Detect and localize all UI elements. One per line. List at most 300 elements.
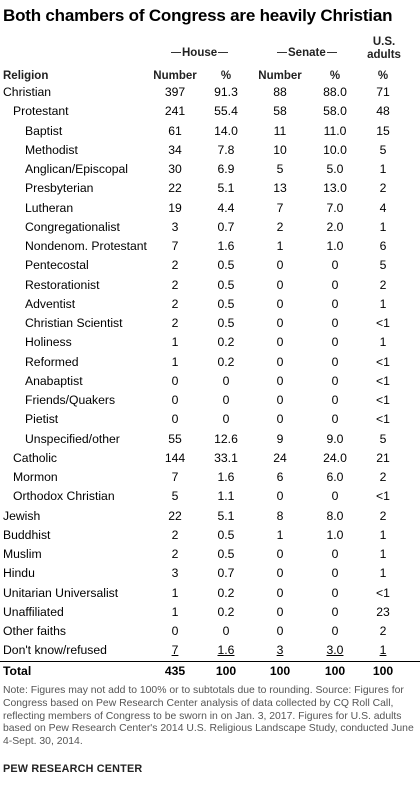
house-number-value: 7 — [171, 239, 179, 253]
row-label: Christian — [3, 85, 52, 99]
row-label: Protestant — [13, 104, 69, 119]
senate-number-value: 0 — [276, 585, 284, 600]
adults-pct-value: 1 — [379, 162, 387, 176]
adults-pct-cell — [353, 509, 413, 523]
adults-pct-cell — [353, 624, 413, 638]
senate-number-header: Number — [258, 70, 302, 82]
adults-pct-value: 2 — [379, 624, 387, 638]
senate-pct-value: 0 — [331, 566, 339, 581]
house-number-value: 2 — [171, 258, 179, 273]
house-pct-value: 14.0 — [214, 123, 238, 138]
house-number-value: 2 — [171, 277, 179, 292]
house-pct-cell — [196, 489, 256, 503]
house-number-value: 22 — [168, 508, 182, 523]
adults-pct-cell — [353, 278, 413, 292]
table-row — [0, 160, 420, 179]
senate-number-value: 0 — [276, 566, 284, 581]
senate-pct-value: 1.0 — [326, 239, 344, 253]
house-pct-cell — [196, 470, 256, 484]
senate-number-value: 0 — [276, 547, 284, 561]
house-pct-cell — [196, 451, 256, 465]
house-number-value: 19 — [168, 200, 182, 215]
house-pct-cell — [196, 432, 256, 446]
house-number-value: 22 — [168, 181, 182, 196]
religion-table — [0, 83, 420, 681]
senate-number-cell — [250, 181, 310, 195]
house-pct-cell — [196, 316, 256, 330]
adults-pct-cell — [353, 451, 413, 465]
house-pct-cell — [196, 643, 256, 657]
house-number-value: 5 — [171, 489, 179, 504]
senate-pct-value: 6.0 — [326, 470, 344, 484]
house-pct-value: 0.5 — [217, 527, 235, 542]
table-row — [0, 603, 420, 622]
senate-number-cell — [250, 85, 310, 99]
table-row — [0, 102, 420, 121]
row-label: Unitarian Universalist — [3, 585, 119, 600]
senate-number-value: 8 — [276, 508, 284, 523]
adults-pct-value: <1 — [376, 373, 390, 388]
adults-pct-value: <1 — [376, 585, 390, 600]
adults-pct-value: 15 — [376, 123, 390, 138]
house-pct-cell — [196, 201, 256, 215]
house-number-value: 1 — [171, 604, 179, 619]
senate-pct-value: 2.0 — [326, 219, 344, 234]
senate-number-value: 0 — [276, 412, 284, 427]
senate-number-cell — [250, 201, 310, 215]
senate-number-value: 100 — [269, 663, 291, 678]
senate-number-cell — [250, 143, 310, 157]
table-row — [0, 507, 420, 526]
house-pct-value: 0 — [222, 393, 230, 407]
senate-number-cell — [250, 412, 310, 426]
row-label: Adventist — [25, 296, 76, 311]
senate-number-cell — [250, 509, 310, 523]
senate-pct-value: 0 — [331, 335, 339, 350]
table-row — [0, 391, 420, 410]
house-pct-cell — [196, 355, 256, 369]
row-label: Presbyterian — [25, 181, 94, 196]
table-row — [0, 468, 420, 487]
table-row — [0, 199, 420, 218]
adults-pct-cell — [353, 412, 413, 426]
senate-pct-value: 0 — [331, 624, 339, 638]
adults-pct-cell — [353, 547, 413, 561]
senate-pct-value: 7.0 — [326, 200, 344, 215]
adults-pct-cell — [353, 239, 413, 253]
adults-pct-cell — [353, 201, 413, 215]
adults-pct-value: 5 — [379, 142, 387, 157]
house-number-value: 1 — [171, 354, 179, 369]
senate-number-value: 0 — [276, 354, 284, 369]
adults-pct-cell — [353, 104, 413, 118]
house-pct-cell — [196, 335, 256, 349]
senate-number-cell — [250, 374, 310, 388]
senate-pct-value: 11.0 — [323, 123, 347, 138]
senate-label: Senate — [288, 47, 326, 59]
house-pct-cell — [196, 239, 256, 253]
house-pct-value: 0.2 — [217, 354, 235, 369]
row-label: Pentecostal — [25, 258, 89, 273]
senate-number-value: 0 — [276, 489, 284, 504]
adults-pct-value: 5 — [379, 431, 387, 446]
senate-pct-value: 5.0 — [326, 162, 344, 176]
page-title: Both chambers of Congress are heavily Christian — [3, 6, 393, 25]
senate-number-value: 5 — [276, 162, 284, 176]
adults-pct-value: 48 — [376, 104, 390, 119]
house-pct-cell — [196, 393, 256, 407]
house-pct-cell — [196, 509, 256, 523]
house-pct-value: 0.7 — [217, 219, 235, 234]
row-label: Catholic — [13, 450, 58, 465]
senate-pct-value: 100 — [324, 663, 346, 678]
house-pct-cell — [196, 297, 256, 311]
adults-pct-value: 1 — [379, 547, 387, 561]
senate-number-cell — [250, 316, 310, 330]
adults-pct-cell — [353, 355, 413, 369]
senate-number-value: 2 — [276, 219, 284, 234]
house-pct-cell — [196, 124, 256, 138]
adults-pct-cell — [353, 181, 413, 195]
senate-number-cell — [250, 664, 310, 678]
row-label: Total — [3, 663, 32, 678]
senate-number-cell — [250, 278, 310, 292]
house-pct-cell — [196, 85, 256, 99]
adults-pct-value: 1 — [379, 643, 387, 658]
row-label: Don't know/refused — [3, 643, 107, 658]
house-number-value: 0 — [171, 373, 179, 388]
table-row — [0, 641, 420, 661]
house-pct-value: 5.1 — [217, 181, 235, 196]
table-row — [0, 526, 420, 545]
row-label: Muslim — [3, 547, 42, 561]
senate-pct-value: 0 — [331, 393, 339, 407]
senate-number-value: 13 — [273, 181, 287, 196]
senate-number-cell — [250, 162, 310, 176]
adults-pct-cell — [353, 374, 413, 388]
senate-number-value: 0 — [276, 316, 284, 330]
senate-pct-value: 24.0 — [323, 450, 347, 465]
us-adults-header — [363, 36, 405, 62]
row-label: Congregationalist — [25, 219, 120, 234]
senate-number-value: 11 — [273, 123, 287, 138]
adults-pct-cell — [353, 85, 413, 99]
house-number-value: 0 — [171, 624, 179, 638]
senate-number-value: 3 — [276, 643, 284, 658]
row-label: Pietist — [25, 412, 59, 427]
table-row — [0, 449, 420, 468]
house-pct-cell — [196, 374, 256, 388]
table-row — [0, 218, 420, 237]
senate-number-value: 1 — [276, 527, 284, 542]
row-label: Friends/Quakers — [25, 393, 116, 407]
house-pct-value: 1.6 — [217, 470, 235, 484]
row-label: Anabaptist — [25, 373, 83, 388]
house-number-value: 1 — [171, 335, 179, 350]
house-pct-cell — [196, 412, 256, 426]
house-pct-value: 91.3 — [214, 85, 238, 99]
senate-group-header — [276, 47, 338, 59]
adults-pct-value: 6 — [379, 239, 387, 253]
row-label: Buddhist — [3, 527, 51, 542]
adults-pct-value: <1 — [376, 354, 390, 369]
adults-pct-value: 23 — [376, 604, 390, 619]
table-row — [0, 487, 420, 506]
house-pct-value: 0.2 — [217, 585, 235, 600]
senate-number-value: 9 — [276, 431, 284, 446]
house-pct-cell — [196, 528, 256, 542]
adults-pct-cell — [353, 432, 413, 446]
house-pct-value: 0.7 — [217, 566, 235, 581]
table-row — [0, 141, 420, 160]
senate-number-cell — [250, 586, 310, 600]
house-pct-cell — [196, 547, 256, 561]
senate-pct-value: 0 — [331, 316, 339, 330]
adults-pct-cell — [353, 643, 413, 657]
row-label: Hindu — [3, 566, 35, 581]
house-number-value: 2 — [171, 316, 179, 330]
house-number-value: 61 — [168, 123, 182, 138]
senate-pct-header: % — [329, 70, 341, 82]
adults-pct-cell — [353, 470, 413, 484]
house-number-value: 3 — [171, 219, 179, 234]
table-row — [0, 564, 420, 583]
senate-pct-value: 0 — [331, 489, 339, 504]
adults-pct-cell — [353, 258, 413, 272]
senate-number-cell — [250, 451, 310, 465]
row-label: Mormon — [13, 470, 58, 484]
house-pct-value: 0.5 — [217, 258, 235, 273]
senate-number-value: 0 — [276, 604, 284, 619]
senate-number-value: 7 — [276, 200, 284, 215]
house-number-value: 1 — [171, 585, 179, 600]
house-pct-cell — [196, 181, 256, 195]
adults-pct-value: 2 — [379, 508, 387, 523]
adults-pct-cell — [353, 566, 413, 580]
senate-number-cell — [250, 104, 310, 118]
house-number-value: 0 — [171, 393, 179, 407]
house-pct-header: % — [220, 70, 232, 82]
adults-pct-value: 100 — [372, 663, 394, 678]
house-number-value: 0 — [171, 412, 179, 427]
house-number-value: 2 — [171, 296, 179, 311]
house-label: House — [182, 47, 218, 59]
house-number-value: 3 — [171, 566, 179, 581]
house-pct-cell — [196, 278, 256, 292]
adults-pct-cell — [353, 393, 413, 407]
table-row — [0, 622, 420, 641]
senate-pct-value: 9.0 — [326, 431, 344, 446]
table-row — [0, 584, 420, 603]
adults-pct-value: 21 — [376, 450, 390, 465]
house-pct-cell — [196, 143, 256, 157]
table-row — [0, 179, 420, 198]
senate-pct-value: 0 — [331, 277, 339, 292]
adults-pct-cell — [353, 162, 413, 176]
house-pct-value: 12.6 — [214, 431, 238, 446]
table-row — [0, 430, 420, 449]
table-row — [0, 83, 420, 102]
house-number-value: 144 — [164, 450, 186, 465]
table-row — [0, 353, 420, 372]
senate-pct-value: 3.0 — [326, 643, 344, 658]
adults-pct-value: 1 — [379, 335, 387, 350]
senate-number-value: 88 — [273, 85, 287, 99]
house-pct-value: 55.4 — [214, 104, 238, 119]
senate-pct-value: 1.0 — [326, 527, 344, 542]
source-label: PEW RESEARCH CENTER — [3, 763, 143, 775]
row-label: Christian Scientist — [25, 316, 123, 330]
table-row — [0, 295, 420, 314]
adults-pct-value: <1 — [376, 412, 390, 427]
adults-pct-value: <1 — [376, 316, 390, 330]
senate-number-value: 0 — [276, 296, 284, 311]
senate-pct-value: 88.0 — [323, 85, 347, 99]
house-pct-value: 0.2 — [217, 604, 235, 619]
senate-number-value: 10 — [273, 142, 287, 157]
row-label: Other faiths — [3, 624, 66, 638]
row-label: Unspecified/other — [25, 431, 120, 446]
adults-pct-value: 2 — [379, 277, 387, 292]
adults-pct-cell — [353, 664, 413, 678]
house-number-value: 30 — [168, 162, 182, 176]
senate-number-value: 0 — [276, 393, 284, 407]
adults-pct-cell — [353, 528, 413, 542]
senate-number-cell — [250, 258, 310, 272]
table-row — [0, 276, 420, 295]
senate-number-cell — [250, 297, 310, 311]
adults-pct-header: % — [377, 70, 389, 82]
row-label: Reformed — [25, 354, 79, 369]
table-row — [0, 314, 420, 333]
senate-number-cell — [250, 528, 310, 542]
house-pct-value: 0.5 — [217, 547, 235, 561]
senate-number-cell — [250, 470, 310, 484]
senate-number-value: 24 — [273, 450, 287, 465]
row-label: Holiness — [25, 335, 72, 350]
adults-pct-value: 2 — [379, 470, 387, 484]
house-pct-value: 4.4 — [217, 200, 235, 215]
senate-number-cell — [250, 355, 310, 369]
adults-pct-value: 1 — [379, 527, 387, 542]
adults-pct-cell — [353, 124, 413, 138]
religion-column-header: Religion — [3, 70, 49, 82]
house-number-value: 397 — [164, 85, 186, 99]
table-row — [0, 410, 420, 429]
adults-pct-value: 1 — [379, 296, 387, 311]
adults-pct-cell — [353, 316, 413, 330]
house-pct-cell — [196, 258, 256, 272]
house-pct-value: 0 — [222, 624, 230, 638]
adults-pct-value: 4 — [379, 200, 387, 215]
senate-number-value: 6 — [276, 470, 284, 484]
house-pct-value: 33.1 — [214, 450, 238, 465]
house-number-value: 435 — [164, 663, 186, 678]
adults-pct-cell — [353, 220, 413, 234]
senate-number-cell — [250, 643, 310, 657]
table-row — [0, 122, 420, 141]
house-number-value: 7 — [171, 470, 179, 484]
senate-number-value: 0 — [276, 624, 284, 638]
senate-number-cell — [250, 220, 310, 234]
senate-number-cell — [250, 239, 310, 253]
adults-pct-cell — [353, 143, 413, 157]
senate-pct-value: 0 — [331, 258, 339, 273]
adults-pct-cell — [353, 489, 413, 503]
row-label: Orthodox Christian — [13, 489, 115, 504]
house-number-value: 55 — [168, 431, 182, 446]
senate-pct-value: 0 — [331, 585, 339, 600]
house-pct-value: 6.9 — [217, 162, 235, 176]
notes-text: Note: Figures may not add to 100% or to subtotals due to rounding. Source: Figures for Congress based on Pew Research Center analysis of data collected by CQ Roll Call, reflecting members of Congress to be sworn in on Jan. 3, 2017. Figures for U.S. adults based on Pew Research Center's 2014 U.S. Religious Landscape Study, conducted June 4-Sept. 30, 2014. — [3, 685, 414, 748]
house-number-value: 7 — [171, 643, 179, 658]
total-row — [0, 662, 420, 681]
senate-pct-value: 58.0 — [323, 104, 347, 119]
senate-number-value: 0 — [276, 277, 284, 292]
us-adults-line1: U.S. — [372, 36, 396, 48]
adults-pct-cell — [353, 297, 413, 311]
senate-number-cell — [250, 624, 310, 638]
house-pct-cell — [196, 104, 256, 118]
adults-pct-value: 5 — [379, 258, 387, 273]
senate-pct-value: 0 — [331, 547, 339, 561]
table-row — [0, 545, 420, 564]
house-pct-value: 100 — [215, 663, 237, 678]
row-label: Anglican/Episcopal — [25, 162, 128, 176]
senate-pct-value: 10.0 — [323, 142, 347, 157]
senate-pct-value: 0 — [331, 296, 339, 311]
adults-pct-cell — [353, 605, 413, 619]
row-label: Nondenom. Protestant — [25, 239, 147, 253]
house-pct-cell — [196, 605, 256, 619]
house-number-value: 241 — [164, 104, 186, 119]
senate-number-value: 1 — [276, 239, 284, 253]
senate-number-cell — [250, 335, 310, 349]
senate-number-value: 0 — [276, 258, 284, 273]
row-label: Restorationist — [25, 277, 100, 292]
house-pct-cell — [196, 220, 256, 234]
row-label: Jewish — [3, 508, 41, 523]
row-label: Unaffiliated — [3, 604, 64, 619]
house-number-header: Number — [153, 70, 197, 82]
senate-number-cell — [250, 489, 310, 503]
senate-number-value: 0 — [276, 373, 284, 388]
house-pct-value: 0 — [222, 412, 230, 427]
house-pct-value: 0 — [222, 373, 230, 388]
house-pct-value: 5.1 — [217, 508, 235, 523]
senate-number-cell — [250, 393, 310, 407]
house-pct-value: 7.8 — [217, 142, 235, 157]
row-label: Baptist — [25, 123, 63, 138]
senate-number-cell — [250, 566, 310, 580]
adults-pct-value: 2 — [379, 181, 387, 196]
house-pct-value: 0.2 — [217, 335, 235, 350]
house-number-value: 2 — [171, 547, 179, 561]
senate-pct-value: 0 — [331, 373, 339, 388]
row-label: Methodist — [25, 142, 78, 157]
senate-number-cell — [250, 124, 310, 138]
house-pct-value: 1.1 — [217, 489, 235, 504]
house-pct-value: 0.5 — [217, 316, 235, 330]
table-row — [0, 372, 420, 391]
senate-number-value: 58 — [273, 104, 287, 119]
adults-pct-value: <1 — [376, 489, 390, 504]
house-pct-cell — [196, 566, 256, 580]
house-pct-value: 0.5 — [217, 277, 235, 292]
senate-pct-value: 8.0 — [326, 508, 344, 523]
senate-number-cell — [250, 605, 310, 619]
us-adults-line2: adults — [367, 49, 401, 61]
